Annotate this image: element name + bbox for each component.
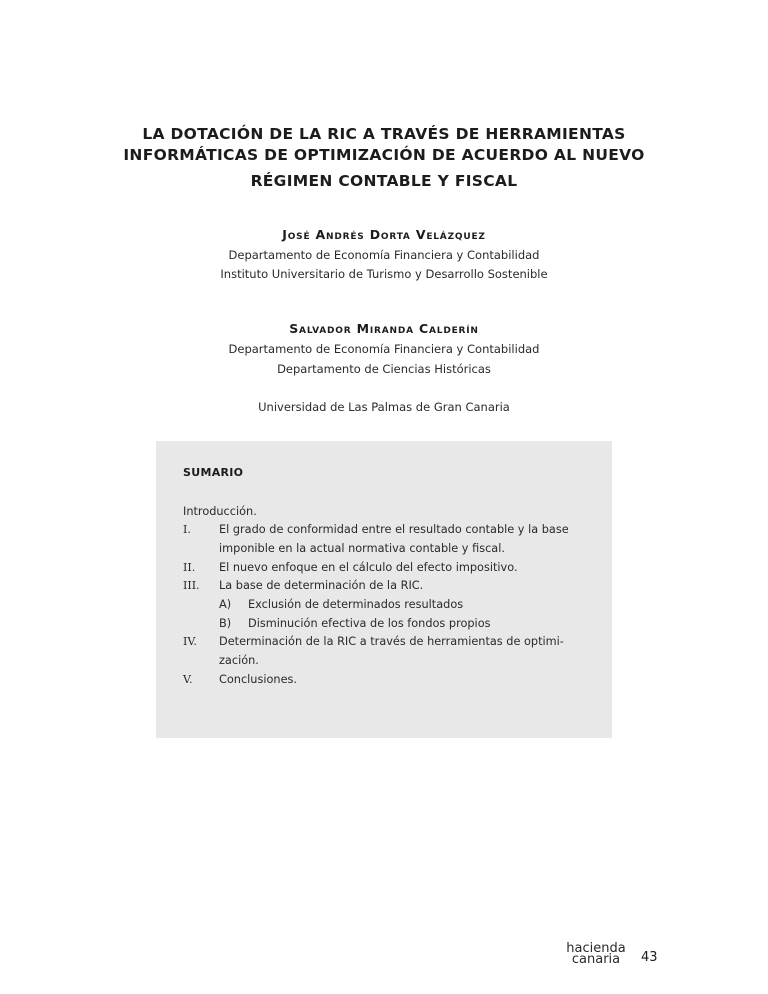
title-line-3: RÉGIMEN CONTABLE Y FISCAL	[250, 172, 518, 190]
summary-heading: SUMARIO	[183, 466, 244, 479]
title-line-1: LA DOTACIÓN DE LA RIC A TRAVÉS DE HERRAMIENTAS	[142, 125, 626, 143]
toc-text: El nuevo enfoque en el cálculo del efecto impositivo.	[219, 561, 518, 574]
author-2-affiliation-1: Departamento de Economía Financiera y Contabilidad	[228, 342, 540, 356]
author-1-affiliation-1: Departamento de Economía Financiera y Contabilidad	[228, 248, 540, 262]
title-line-2: INFORMÁTICAS DE OPTIMIZACIÓN DE ACUERDO AL NUEVO	[123, 146, 645, 164]
toc-text: Determinación de la RIC a través de herramientas de optimi-	[219, 635, 564, 648]
author-2-affiliation-2: Departamento de Ciencias Históricas	[277, 362, 491, 376]
toc-text: Conclusiones.	[219, 673, 297, 686]
university: Universidad de Las Palmas de Gran Canaria	[258, 400, 510, 414]
toc-number: III.	[183, 579, 200, 592]
author-1-affiliation-2: Instituto Universitario de Turismo y Desarrollo Sostenible	[220, 267, 548, 281]
author-name-2: Salvador Miranda Calderín	[289, 321, 479, 336]
page-number: 43	[641, 950, 658, 965]
article-title	[0, 124, 768, 192]
toc-text: El grado de conformidad entre el resultado contable y la base	[219, 523, 569, 536]
journal-brand	[565, 943, 627, 965]
toc-number: II.	[183, 561, 196, 574]
toc-text: zación.	[219, 654, 259, 667]
summary-box	[156, 441, 612, 738]
toc-subitem-label: A)	[219, 598, 232, 611]
author-name-1: José Andrés Dorta Velázquez	[282, 227, 486, 242]
toc-text: La base de determinación de la RIC.	[219, 579, 424, 592]
toc-subitem-label: B)	[219, 617, 232, 630]
toc-number: IV.	[183, 635, 197, 648]
brand-line-2: canaria	[571, 952, 621, 967]
toc-subitem-text: Exclusión de determinados resultados	[248, 598, 464, 611]
toc-subitem-text: Disminución efectiva de los fondos propios	[248, 617, 491, 630]
toc-text: imponible en la actual normativa contable y fiscal.	[219, 542, 505, 555]
brand-line-1: hacienda	[566, 941, 626, 956]
toc-number: V.	[183, 673, 193, 686]
toc-number: I.	[183, 523, 191, 536]
toc-introduction: Introducción.	[183, 505, 257, 518]
